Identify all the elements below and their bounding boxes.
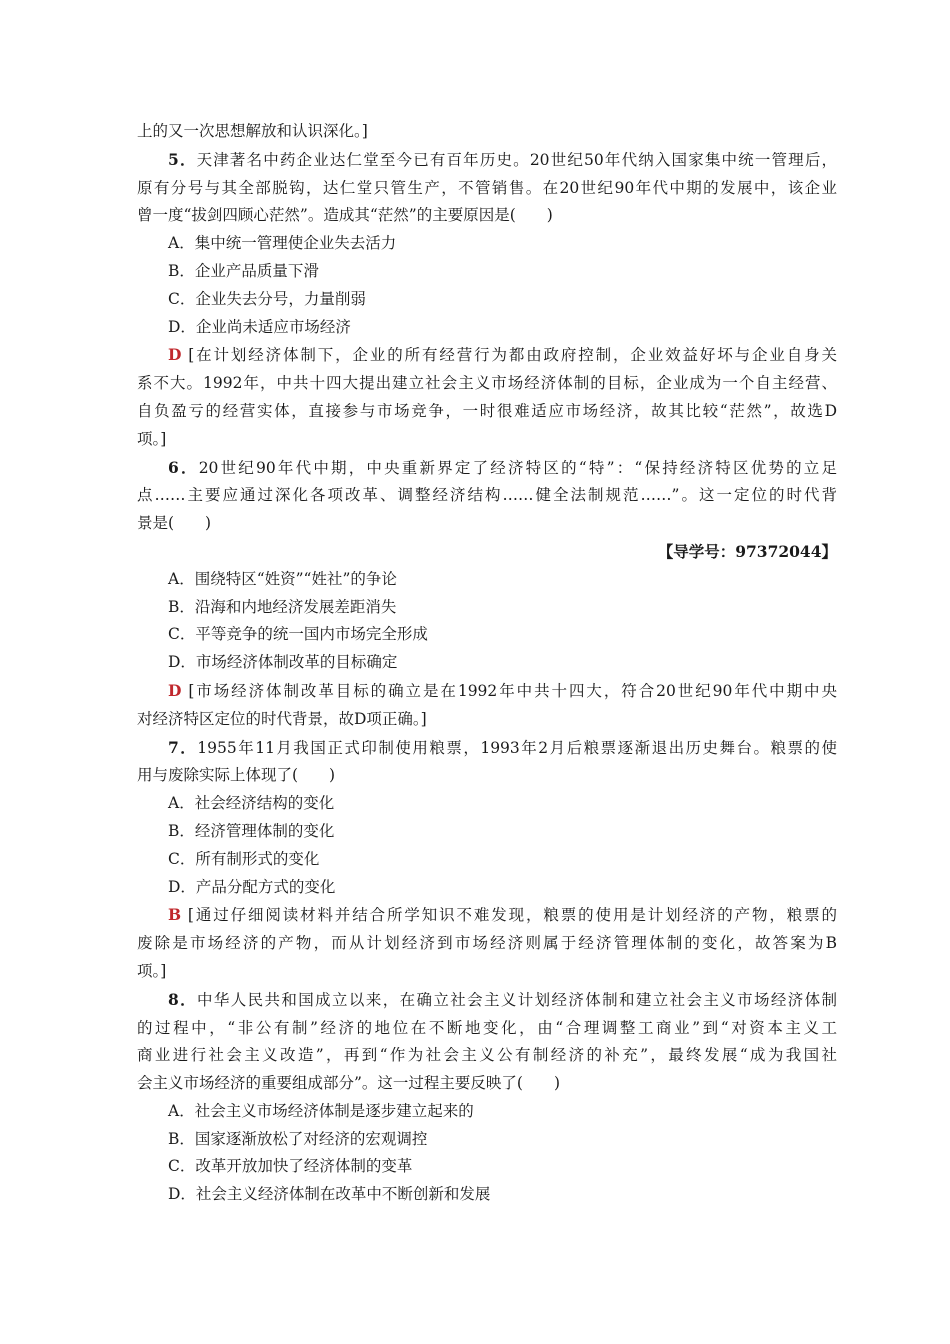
document-body: [137, 118, 837, 1209]
q5-option-d: D．企业尚未适应市场经济: [168, 317, 351, 336]
q5-explanation-line: D [在计划经济体制下，企业的所有经营行为都由政府控制，企业效益好坏与企业自身关: [168, 345, 837, 365]
q6-guide-number: 【导学号：97372044】: [657, 541, 837, 561]
q8-number: 8．: [168, 989, 198, 1009]
q6-option-a: A．围绕特区“姓资”“姓社”的争论: [168, 569, 397, 588]
q5-option-a: A．集中统一管理使企业失去活力: [168, 234, 397, 253]
q8-stem-line: 商业进行社会主义改造”，再到“作为社会主义公有制经济的补充”，最终发展“成为我国社: [137, 1046, 837, 1065]
q7-option-c: C．所有制形式的变化: [168, 849, 320, 868]
q8-stem-line: 8．中华人民共和国成立以来，在确立社会主义计划经济体制和建立社会主义市场经济体制: [168, 989, 837, 1009]
q7-explanation-line: B [通过仔细阅读材料并结合所学知识不难发现，粮票的使用是计划经济的产物，粮票的: [168, 905, 837, 925]
q7-option-d: D．产品分配方式的变化: [168, 877, 336, 896]
q6-stem-line: 6．20世纪90年代中期，中央重新界定了经济特区的“特”：“保持经济特区优势的立足: [168, 457, 837, 477]
q7-option-b: B．经济管理体制的变化: [168, 821, 335, 840]
q5-option-c: C．企业失去分号，力量削弱: [168, 289, 366, 308]
q7-explanation-line: 项。]: [137, 961, 167, 980]
q6-option-c: C．平等竞争的统一国内市场完全形成: [168, 625, 428, 644]
q5-stem-line: 原有分号与其全部脱钩，达仁堂只管生产，不管销售。在20世纪90年代中期的发展中，该企业: [137, 178, 837, 197]
q5-option-b: B．企业产品质量下滑: [168, 261, 319, 280]
q7-answer: B: [168, 905, 182, 925]
q8-option-c: C．改革开放加快了经济体制的变革: [168, 1157, 413, 1176]
q7-explanation-line: 废除是市场经济的产物，而从计划经济到市场经济则属于经济管理体制的变化，故答案为B: [137, 934, 837, 953]
q5-explanation-line: 项。]: [137, 429, 167, 448]
q5-stem-line: 5．天津著名中药企业达仁堂至今已有百年历史。20世纪50年代纳入国家集中统一管理后，: [168, 149, 837, 169]
q5-answer: D: [168, 345, 182, 365]
q6-stem-line: 景是( ): [137, 514, 212, 533]
q5-explanation-line: 系不大。1992年，中共十四大提出建立社会主义市场经济体制的目标，企业成为一个自主经营、: [137, 374, 837, 393]
q7-stem-line: 用与废除实际上体现了( ): [137, 766, 336, 785]
q6-option-b: B．沿海和内地经济发展差距消失: [168, 597, 397, 616]
q8-option-d: D．社会主义经济体制在改革中不断创新和发展: [168, 1185, 491, 1204]
q6-stem-line: 点……主要应通过深化各项改革、调整经济结构……健全法制规范……”。这一定位的时代背: [137, 486, 837, 505]
q8-stem-line: 的过程中，“非公有制”经济的地位在不断地变化，由“合理调整工商业”到“对资本主义工: [137, 1018, 837, 1037]
q7-number: 7．: [168, 737, 198, 757]
q8-option-b: B．国家逐渐放松了对经济的宏观调控: [168, 1129, 428, 1148]
q6-explanation-line: 对经济特区定位的时代背景，故D项正确。]: [137, 709, 427, 728]
q6-number: 6．: [168, 457, 199, 477]
q6-answer: D: [168, 680, 182, 700]
q5-stem-line: 曾一度“拔剑四顾心茫然”。造成其“茫然”的主要原因是( ): [137, 206, 553, 225]
q4-explanation-tail: 上的又一次思想解放和认识深化。]: [137, 122, 368, 140]
q7-option-a: A．社会经济结构的变化: [168, 794, 335, 813]
q8-option-a: A．社会主义市场经济体制是逐步建立起来的: [168, 1101, 474, 1120]
q5-number: 5．: [168, 149, 197, 169]
q8-stem-line: 会主义市场经济的重要组成部分”。这一过程主要反映了( ): [137, 1074, 561, 1093]
q6-explanation-line: D [市场经济体制改革目标的确立是在1992年中共十四大，符合20世纪90年代中期中央: [168, 680, 837, 700]
q7-stem-line: 7．1955年11月我国正式印制使用粮票，1993年2月后粮票逐渐退出历史舞台。粮票的使: [168, 737, 837, 757]
q6-option-d: D．市场经济体制改革的目标确定: [168, 653, 398, 672]
q5-explanation-line: 自负盈亏的经营实体，直接参与市场竞争，一时很难适应市场经济，故其比较“茫然”，故选D: [137, 401, 837, 420]
